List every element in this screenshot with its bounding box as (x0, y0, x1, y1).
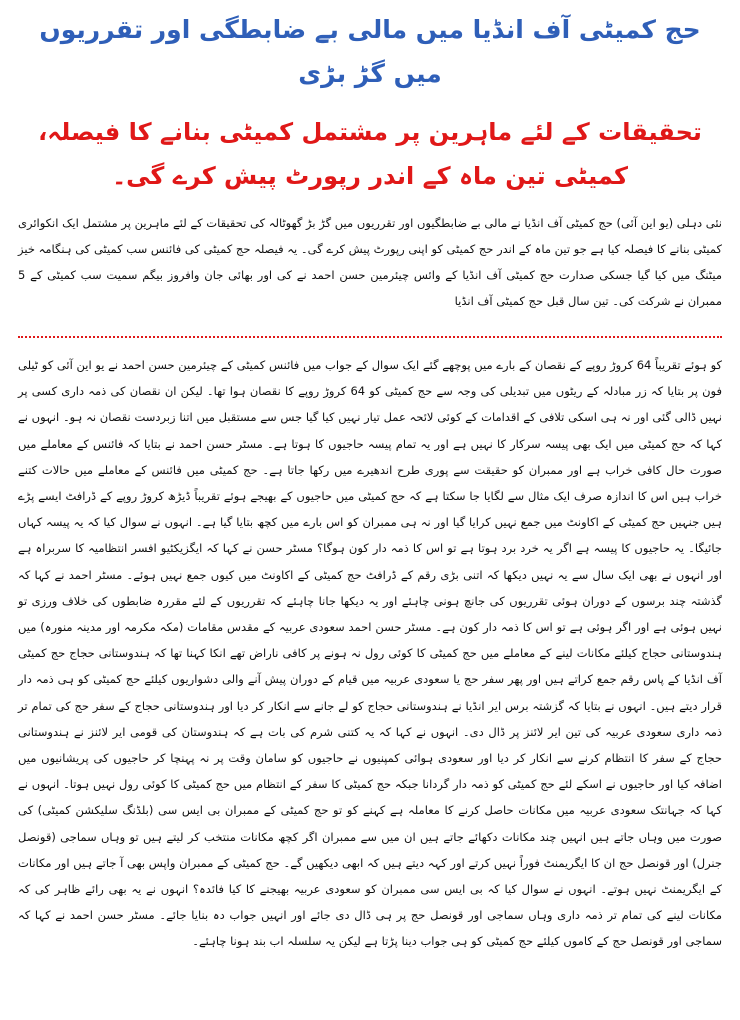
lead-paragraph: نئی دہلی (یو این آئی) حج کمیٹی آف انڈیا نے مالی بے ضابطگیوں اور تقرریوں میں گڑ بڑ گھوٹالہ کی تحقیقات کے لئے ماہرین پر مشتمل ایک انکوائری کمیٹی بنانے کا فیصلہ کیا ہے جو تین ماہ کے اندر حج کمیٹی کو اپنی رپورٹ پیش کرے گی۔ یہ فیصلہ حج کمیٹی کی فائنس سب کمیٹی کی ہنگامہ خیز میٹنگ میں کیا گیا جسکی صدارت حج کمیٹی آف انڈیا کے وائس چیئرمین حسن احمد نے کی اور بھائی جان وافروز بیگم سمیت سب کمیٹی کے 5 ممبران نے شرکت کی۔ تین سال قبل حج کمیٹی آف انڈیا (18, 216, 722, 308)
headline-sub: تحقیقات کے لئے ماہرین پر مشتمل کمیٹی بنانے کا فیصلہ، کمیٹی تین ماہ کے اندر رپورٹ پیش کرے گی۔ (38, 118, 702, 190)
article-body: کو ہوئے تقریباً 64 کروڑ روپے کے نقصان کے بارے میں پوچھے گئے ایک سوال کے جواب میں فائنس کمیٹی کے چیئرمین حسن احمد نے یو این آئی کو ٹیلی فون پر بتایا کہ زر مبادلہ کے ریٹوں میں تبدیلی کی وجہ سے حج کمیٹی کو 64 کروڑ روپے کا نقصان ہوا تھا۔ لیکن ان نقصان کی ذمہ داری کسی پر نہیں ڈالی گئی اور نہ ہی اسکی تلافی کے اقدامات کے کوئی لائحہ عمل تیار نہیں کیا گیا جس سے مستقبل میں اتنا زبردست نقصان نہ ہو۔ انہوں نے کہا کہ حج کمیٹی میں ایک بھی پیسہ سرکار کا نہیں ہے اور یہ تمام پیسہ حاجیوں کا ہوتا ہے۔ مسٹر حسن احمد نے بتایا کہ فائنس کے معاملے میں صورت حال کافی خراب ہے اور ممبران کو حقیقت سے پوری طرح اندھیرے میں رکھا جاتا ہے۔ حج کمیٹی میں فائنس کے معاملے میں حالات کتنے خراب ہیں اس کا اندازہ صرف ایک مثال سے لگایا جا سکتا ہے کہ حج کمیٹی میں حاجیوں کے بھیجے ہوئے تقریباً ڈیڑھ کروڑ روپے کے ڈرافٹ ایسے پڑے ہیں جنہیں حج کمیٹی کے اکاونٹ میں جمع نہیں کرایا گیا اور نہ ہی ممبران کو اس بارے میں کچھ بتایا گیا ہے۔ انہوں نے سوال کیا کہ یہ پیسہ کہاں جائیگا۔ یہ حاجیوں کا پیسہ ہے اگر یہ خرد برد ہوتا ہے تو اس کا ذمہ دار کون ہوگا؟ مسٹر حسن نے کہا کہ ایگزیکٹیو افسر انتظامیہ کا سربراہ ہے اور انہوں نے بھی ایک سال سے یہ نہیں دیکھا کہ اتنی بڑی رقم کے ڈرافٹ حج کمیٹی کے اکاونٹ میں کیوں جمع نہیں ہوئے۔ مسٹر احمد نے کہا کہ گذشتہ چند برسوں کے دوران ہوئی تقرریوں کی جانچ ہونی چاہئے اور یہ دیکھا جانا چاہئے کہ تقرریوں کے لئے مقررہ ضابطوں کی خلاف ورزی تو نہیں ہوئی ہے اور اگر ہوئی ہے تو اس کا ذمہ دار کون ہے۔ مسٹر حسن احمد سعودی عربیہ کے مقدس مقامات (مکہ مکرمہ اور مدینہ منورہ) میں ہندوستانی حجاج کیلئے مکانات لینے کے معاملے میں حج کمیٹی کا کوئی رول نہ ہونے پر کافی ناراض تھے انکا کہنا تھا کہ ہندوستانی حجاج حج کمیٹی آف انڈیا کے پاس رقم جمع کراتے ہیں اور پھر سفر حج یا سعودی عربیہ میں قیام کے دوران پیش آنے والی دشواریوں کیلئے حج کمیٹی کو ہی ذمہ دار قرار دیتے ہیں۔ انہوں نے بتایا کہ گزشتہ برس ایر انڈیا نے ہندوستانی حجاج کو لے جانے سے انکار کر دیا اور ہندوستانی حجاج کے سفر حج کی تمام تر ذمہ داری سعودی عربیہ کی تین ایر لائنز پر ڈال دی۔ انہوں نے کہا کہ یہ کتنی شرم کی بات ہے کہ ہندوستان کی قومی ایر لائنز نے ہندوستانی حجاج کے سفر کا انتظام کرنے سے انکار کر دیا اور سعودی ہوائی کمپنیوں نے حاجیوں کو سامان وقت پر نہ پہنچا کر حاجیوں کی پریشانیوں میں اضافہ کیا اور حاجیوں نے اسکے لئے حج کمیٹی کو ذمہ دار گردانا جبکہ حج کمیٹی کا سفر کے انتظام میں حج کمیٹی کا کوئی رول نہیں ہوتا۔ انہوں نے کہا کہ جہانتک سعودی عربیہ میں مکانات حاصل کرنے کا معاملہ ہے کہنے کو تو حج کمیٹی کے ممبران بی ایس سی (بلڈنگ سلیکشن کمیٹی) کی صورت میں وہاں جاتے ہیں انہیں چند مکانات دکھائے جاتے ہیں ان میں سے ممبران اگر کچھ مکانات منتخب کر لیتے ہیں تو وہاں سماجی (قونصل جنرل) اور قونصل حج ان کا ایگریمنٹ فوراً نہیں کرتے اور کہہ دیتے ہیں کہ ابھی دیکھیں گے۔ حج کمیٹی کے ممبران واپس بھی آ جاتے ہیں اور مکانات کے ایگریمنٹ نہیں ہوتے۔ انہوں نے سوال کیا کہ بی ایس سی ممبران کو سعودی عربیہ بھیجنے کا کیا فائدہ؟ انہوں نے یہ بھی رائے ظاہر کی کہ مکانات لینے کی تمام تر ذمہ داری وہاں سماجی اور قونصل حج پر ہی ڈال دی جائے اور انہیں جواب دہ بنایا جائے۔ مسٹر حسن احمد نے کہا کہ سماجی اور قونصل حج کے کاموں کیلئے حج کمیٹی کو ہی جواب دینا پڑتا ہے لیکن یہ سلسلہ اب بند ہونا چاہئے۔ (18, 358, 722, 949)
dotted-divider (18, 336, 722, 338)
headline-main: حج کمیٹی آف انڈیا میں مالی بے ضابطگی اور تقرریوں میں گڑ بڑی (39, 15, 701, 88)
